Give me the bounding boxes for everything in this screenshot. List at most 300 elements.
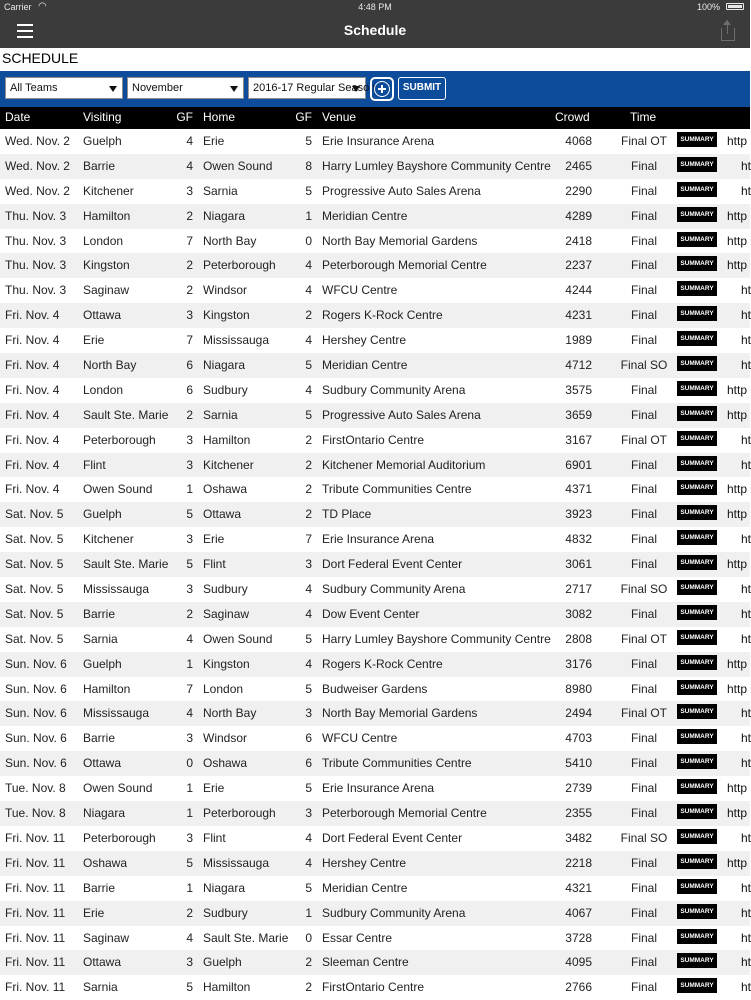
summary-button[interactable]: SUMMARY — [677, 505, 717, 520]
crowd: 3167 — [565, 432, 592, 447]
table-row — [0, 652, 750, 677]
visiting-team: Erie — [83, 333, 105, 348]
venue: Dow Event Center — [322, 606, 420, 621]
venue: WFCU Centre — [322, 731, 398, 746]
filter-bar — [0, 71, 750, 107]
home-goals: 1 — [305, 208, 312, 223]
table-header — [0, 107, 750, 129]
summary-button[interactable]: SUMMARY — [677, 879, 717, 894]
home-team: Mississauga — [203, 333, 270, 348]
header-home[interactable]: Home — [203, 110, 236, 124]
game-status: Final OT — [620, 631, 667, 646]
table-row — [0, 926, 750, 951]
table-row — [0, 726, 750, 751]
summary-button[interactable]: SUMMARY — [677, 480, 717, 495]
table-row — [0, 826, 750, 851]
game-date: Tue. Nov. 8 — [5, 806, 66, 821]
summary-button[interactable]: SUMMARY — [677, 729, 717, 744]
table-row — [0, 851, 750, 876]
home-goals: 3 — [305, 706, 312, 721]
game-date: Tue. Nov. 8 — [5, 781, 66, 796]
visiting-team: Mississauga — [83, 582, 150, 597]
crowd: 8980 — [565, 681, 592, 696]
visiting-goals: 3 — [186, 582, 193, 597]
game-date: Wed. Nov. 2 — [5, 134, 70, 148]
game-link[interactable]: ht — [741, 731, 751, 746]
visiting-goals: 3 — [186, 457, 193, 472]
home-team: Sudbury — [203, 582, 248, 597]
crowd: 2808 — [565, 631, 592, 646]
table-row — [0, 179, 750, 204]
game-status: Final — [630, 656, 657, 671]
game-date: Thu. Nov. 3 — [5, 258, 67, 273]
summary-button[interactable]: SUMMARY — [677, 630, 717, 645]
table-row — [0, 428, 750, 453]
visiting-goals: 7 — [186, 681, 193, 696]
game-link[interactable]: ht — [741, 532, 751, 547]
game-link[interactable]: ht — [741, 606, 751, 621]
game-link[interactable]: http — [727, 507, 748, 522]
home-goals: 1 — [305, 905, 312, 920]
game-status: Final — [630, 482, 657, 497]
home-goals: 5 — [305, 134, 312, 148]
table-body — [0, 129, 750, 1000]
table-row — [0, 129, 750, 154]
game-link[interactable]: http — [727, 781, 748, 796]
game-date: Sat. Nov. 5 — [5, 507, 64, 522]
game-link[interactable]: ht — [741, 183, 751, 198]
home-team: Mississauga — [203, 855, 270, 870]
game-status: Final — [630, 258, 657, 273]
summary-button[interactable]: SUMMARY — [677, 207, 717, 222]
table-row — [0, 502, 750, 527]
visiting-team: Sarnia — [83, 980, 118, 995]
summary-button[interactable]: SUMMARY — [677, 829, 717, 844]
visiting-goals: 2 — [186, 407, 193, 422]
summary-button[interactable]: SUMMARY — [677, 281, 717, 296]
visiting-goals: 2 — [186, 606, 193, 621]
home-team: Flint — [203, 557, 226, 572]
visiting-goals: 3 — [186, 731, 193, 746]
home-team: Erie — [203, 532, 225, 547]
visiting-goals: 3 — [186, 532, 193, 547]
visiting-team: Barrie — [83, 606, 116, 621]
visiting-team: Ottawa — [83, 756, 122, 771]
game-status: Final — [630, 756, 657, 771]
game-link[interactable]: ht — [741, 582, 751, 597]
summary-button[interactable]: SUMMARY — [677, 306, 717, 321]
share-icon[interactable] — [720, 20, 736, 42]
game-link[interactable]: ht — [741, 955, 751, 970]
home-team: Peterborough — [203, 806, 276, 821]
table-row — [0, 776, 750, 801]
visiting-team: Owen Sound — [83, 781, 153, 796]
game-status: Final OT — [620, 706, 667, 721]
home-team: North Bay — [203, 706, 257, 721]
venue: TD Place — [322, 507, 372, 522]
home-goals: 4 — [305, 855, 312, 870]
home-team: Hamilton — [203, 980, 251, 995]
venue: North Bay Memorial Gardens — [322, 706, 478, 721]
game-date: Wed. Nov. 2 — [5, 158, 70, 173]
visiting-team: Saginaw — [83, 930, 130, 945]
home-goals: 4 — [305, 382, 312, 397]
home-team: Kingston — [203, 656, 250, 671]
game-date: Thu. Nov. 3 — [5, 283, 67, 298]
header-visiting[interactable]: Visiting — [83, 110, 122, 124]
home-goals: 2 — [305, 955, 312, 970]
venue: Progressive Auto Sales Arena — [322, 407, 481, 422]
chevron-down-icon — [352, 86, 360, 92]
game-link[interactable]: ht — [741, 631, 751, 646]
game-date: Fri. Nov. 11 — [5, 880, 66, 895]
venue: Meridian Centre — [322, 208, 408, 223]
status-bar — [0, 0, 750, 14]
game-status: Final — [630, 955, 657, 970]
summary-button[interactable]: SUMMARY — [677, 804, 717, 819]
schedule-table — [0, 107, 750, 1000]
summary-button[interactable]: SUMMARY — [677, 530, 717, 545]
table-row — [0, 876, 750, 901]
crowd: 4832 — [565, 532, 592, 547]
venue: Progressive Auto Sales Arena — [322, 183, 481, 198]
crowd: 2290 — [565, 183, 592, 198]
game-link[interactable]: http — [727, 134, 748, 148]
game-link[interactable]: http — [727, 233, 748, 248]
visiting-team: Peterborough — [83, 830, 156, 845]
visiting-team: Mississauga — [83, 706, 150, 721]
game-date: Sat. Nov. 5 — [5, 631, 64, 646]
visiting-team: Barrie — [83, 731, 116, 746]
game-link[interactable]: http — [727, 258, 748, 273]
month-select[interactable] — [127, 77, 244, 99]
game-status: Final — [630, 208, 657, 223]
visiting-goals: 5 — [186, 507, 193, 522]
summary-button[interactable]: SUMMARY — [677, 555, 717, 570]
venue: WFCU Centre — [322, 283, 398, 298]
team-select-value: All Teams — [10, 82, 58, 94]
season-select[interactable] — [248, 77, 376, 99]
home-goals: 2 — [305, 980, 312, 995]
game-status: Final — [630, 905, 657, 920]
game-link[interactable]: http — [727, 855, 748, 870]
chevron-down-icon — [230, 86, 238, 92]
table-row — [0, 253, 750, 278]
crowd: 4712 — [565, 358, 592, 373]
game-link[interactable]: ht — [741, 880, 751, 895]
game-date: Fri. Nov. 11 — [5, 980, 66, 995]
table-row — [0, 453, 750, 478]
visiting-team: Erie — [83, 905, 105, 920]
table-row — [0, 751, 750, 776]
visiting-team: Sault Ste. Marie — [83, 557, 169, 572]
visiting-team: Flint — [83, 457, 106, 472]
visiting-team: Guelph — [83, 134, 122, 148]
venue: Kitchener Memorial Auditorium — [322, 457, 486, 472]
add-calendar-icon[interactable] — [370, 77, 394, 101]
header-gf-home[interactable]: GF — [295, 110, 312, 124]
season-select-value: 2016-17 Regular Season — [253, 82, 376, 94]
game-status: Final — [630, 233, 657, 248]
visiting-goals: 3 — [186, 183, 193, 198]
venue: Hershey Centre — [322, 333, 407, 348]
wifi-icon: ◠ — [38, 1, 47, 12]
visiting-goals: 5 — [186, 980, 193, 995]
summary-button[interactable]: SUMMARY — [677, 605, 717, 620]
game-date: Sun. Nov. 6 — [5, 731, 67, 746]
summary-button[interactable]: SUMMARY — [677, 256, 717, 271]
crowd: 4095 — [565, 955, 592, 970]
table-row — [0, 527, 750, 552]
home-team: Oshawa — [203, 482, 248, 497]
summary-button[interactable]: SUMMARY — [677, 929, 717, 944]
game-date: Sat. Nov. 5 — [5, 606, 64, 621]
crowd: 3482 — [565, 830, 592, 845]
summary-button[interactable]: SUMMARY — [677, 157, 717, 172]
home-team: Owen Sound — [203, 631, 273, 646]
game-date: Thu. Nov. 3 — [5, 208, 67, 223]
visiting-team: Guelph — [83, 507, 122, 522]
crowd: 4231 — [565, 308, 592, 323]
venue: Dort Federal Event Center — [322, 557, 463, 572]
crowd: 2418 — [565, 233, 592, 248]
game-link[interactable]: ht — [741, 158, 751, 173]
game-status: Final — [630, 855, 657, 870]
header-crowd[interactable]: Crowd — [555, 110, 590, 124]
game-status: Final — [630, 333, 657, 348]
crowd: 4289 — [565, 208, 592, 223]
venue: Erie Insurance Arena — [322, 134, 435, 148]
table-row — [0, 677, 750, 702]
summary-button[interactable]: SUMMARY — [677, 978, 717, 993]
crowd: 5410 — [565, 756, 592, 771]
nav-bar — [0, 14, 750, 48]
table-row — [0, 278, 750, 303]
home-goals: 5 — [305, 781, 312, 796]
visiting-team: Sarnia — [83, 631, 118, 646]
game-date: Fri. Nov. 4 — [5, 358, 60, 373]
game-status: Final — [630, 532, 657, 547]
game-link[interactable]: http — [727, 382, 748, 397]
game-date: Fri. Nov. 4 — [5, 382, 60, 397]
game-link[interactable]: http — [727, 681, 748, 696]
game-link[interactable]: ht — [741, 308, 751, 323]
game-link[interactable]: ht — [741, 830, 751, 845]
home-goals: 5 — [305, 880, 312, 895]
game-link[interactable]: http — [727, 806, 748, 821]
home-team: Flint — [203, 830, 226, 845]
summary-button[interactable]: SUMMARY — [677, 182, 717, 197]
home-goals: 2 — [305, 457, 312, 472]
game-date: Thu. Nov. 3 — [5, 233, 67, 248]
game-date: Fri. Nov. 11 — [5, 905, 66, 920]
home-team: Ottawa — [203, 507, 242, 522]
game-link[interactable]: http — [727, 482, 748, 497]
summary-button[interactable]: SUMMARY — [677, 406, 717, 421]
venue: Meridian Centre — [322, 358, 408, 373]
venue: Peterborough Memorial Centre — [322, 806, 487, 821]
crowd: 3575 — [565, 382, 592, 397]
summary-button[interactable]: SUMMARY — [677, 904, 717, 919]
summary-button[interactable]: SUMMARY — [677, 680, 717, 695]
game-date: Fri. Nov. 4 — [5, 407, 60, 422]
home-goals: 4 — [305, 333, 312, 348]
game-link[interactable]: http — [727, 656, 748, 671]
home-team: Sarnia — [203, 407, 238, 422]
home-goals: 5 — [305, 681, 312, 696]
crowd: 2218 — [565, 855, 592, 870]
table-row — [0, 901, 750, 926]
home-team: Sudbury — [203, 905, 248, 920]
table-row — [0, 627, 750, 652]
table-row — [0, 303, 750, 328]
game-status: Final — [630, 806, 657, 821]
venue: Sudbury Community Arena — [322, 905, 466, 920]
header-time[interactable]: Time — [630, 110, 657, 124]
crowd: 3728 — [565, 930, 592, 945]
visiting-team: Barrie — [83, 158, 116, 173]
venue: Rogers K-Rock Centre — [322, 308, 443, 323]
summary-button[interactable]: SUMMARY — [677, 356, 717, 371]
header-date[interactable]: Date — [5, 110, 31, 124]
visiting-team: Ottawa — [83, 955, 122, 970]
visiting-goals: 4 — [186, 930, 193, 945]
venue: Budweiser Gardens — [322, 681, 428, 696]
table-row — [0, 801, 750, 826]
game-date: Fri. Nov. 11 — [5, 830, 66, 845]
game-link[interactable]: ht — [741, 930, 751, 945]
summary-button[interactable]: SUMMARY — [677, 655, 717, 670]
visiting-team: Sault Ste. Marie — [83, 407, 169, 422]
crowd: 4244 — [565, 283, 592, 298]
visiting-goals: 4 — [186, 706, 193, 721]
visiting-goals: 2 — [186, 905, 193, 920]
game-link[interactable]: ht — [741, 333, 751, 348]
summary-button[interactable]: SUMMARY — [677, 456, 717, 471]
visiting-team: Barrie — [83, 880, 116, 895]
visiting-team: London — [83, 233, 124, 248]
home-team: Owen Sound — [203, 158, 273, 173]
crowd: 3061 — [565, 557, 592, 572]
table-row — [0, 403, 750, 428]
table-row — [0, 328, 750, 353]
visiting-goals: 7 — [186, 233, 193, 248]
home-goals: 6 — [305, 756, 312, 771]
home-team: Windsor — [203, 283, 248, 298]
summary-button[interactable]: SUMMARY — [677, 331, 717, 346]
venue: Harry Lumley Bayshore Community Centre — [322, 158, 551, 173]
summary-button[interactable]: SUMMARY — [677, 580, 717, 595]
header-gf-visiting[interactable]: GF — [176, 110, 193, 124]
game-status: Final — [630, 183, 657, 198]
game-link[interactable]: ht — [741, 756, 751, 771]
visiting-goals: 6 — [186, 382, 193, 397]
crowd: 3659 — [565, 407, 592, 422]
game-link[interactable]: http — [727, 557, 748, 572]
summary-button[interactable]: SUMMARY — [677, 232, 717, 247]
home-team: Oshawa — [203, 756, 248, 771]
visiting-goals: 1 — [186, 806, 193, 821]
game-link[interactable]: ht — [741, 905, 751, 920]
summary-button[interactable]: SUMMARY — [677, 779, 717, 794]
home-team: Niagara — [203, 880, 246, 895]
crowd: 6901 — [565, 457, 592, 472]
home-goals: 2 — [305, 482, 312, 497]
visiting-team: North Bay — [83, 358, 137, 373]
home-goals: 5 — [305, 407, 312, 422]
battery-icon — [726, 3, 744, 10]
visiting-team: Ottawa — [83, 308, 122, 323]
submit-button[interactable]: SUBMIT — [398, 77, 446, 100]
game-date: Fri. Nov. 4 — [5, 308, 60, 323]
game-date: Fri. Nov. 11 — [5, 955, 66, 970]
game-link[interactable]: http — [727, 407, 748, 422]
home-goals: 4 — [305, 283, 312, 298]
game-status: Final — [630, 308, 657, 323]
summary-button[interactable]: SUMMARY — [677, 431, 717, 446]
crowd: 2494 — [565, 706, 592, 721]
summary-button[interactable]: SUMMARY — [677, 953, 717, 968]
crowd: 4703 — [565, 731, 592, 746]
crowd: 4068 — [565, 134, 592, 148]
home-team: Kingston — [203, 308, 250, 323]
team-select[interactable] — [5, 77, 123, 99]
game-link[interactable]: ht — [741, 980, 751, 995]
game-status: Final — [630, 980, 657, 995]
home-team: Niagara — [203, 358, 246, 373]
summary-button[interactable]: SUMMARY — [677, 704, 717, 719]
summary-button[interactable]: SUMMARY — [677, 381, 717, 396]
game-link[interactable]: ht — [741, 706, 751, 721]
venue: FirstOntario Centre — [322, 980, 425, 995]
crowd: 3923 — [565, 507, 592, 522]
nav-title: Schedule — [343, 22, 407, 38]
home-goals: 4 — [305, 582, 312, 597]
summary-button[interactable]: SUMMARY — [677, 754, 717, 769]
battery-percent: 100% — [696, 2, 720, 12]
game-status: Final SO — [620, 582, 668, 597]
home-goals: 2 — [305, 308, 312, 323]
venue: Tribute Communities Centre — [322, 756, 472, 771]
crowd: 2766 — [565, 980, 592, 995]
game-link[interactable]: ht — [741, 283, 751, 298]
game-date: Wed. Nov. 2 — [5, 183, 70, 198]
visiting-goals: 5 — [186, 855, 193, 870]
home-goals: 4 — [305, 258, 312, 273]
game-link[interactable]: http — [727, 208, 748, 223]
table-row — [0, 950, 750, 975]
table-row — [0, 701, 750, 726]
table-row — [0, 378, 750, 403]
home-goals: 6 — [305, 731, 312, 746]
visiting-goals: 4 — [186, 158, 193, 173]
summary-button[interactable]: SUMMARY — [677, 854, 717, 869]
game-link[interactable]: ht — [741, 457, 751, 472]
header-venue[interactable]: Venue — [322, 110, 357, 124]
game-link[interactable]: ht — [741, 432, 751, 447]
game-link[interactable]: ht — [741, 358, 751, 373]
crowd: 3176 — [565, 656, 592, 671]
visiting-team: Guelph — [83, 656, 122, 671]
game-date: Sun. Nov. 6 — [5, 681, 67, 696]
home-goals: 4 — [305, 606, 312, 621]
venue: North Bay Memorial Gardens — [322, 233, 478, 248]
game-date: Fri. Nov. 4 — [5, 457, 60, 472]
table-row — [0, 577, 750, 602]
home-team: Erie — [203, 134, 225, 148]
summary-button[interactable]: SUMMARY — [677, 132, 717, 147]
game-status: Final — [630, 606, 657, 621]
